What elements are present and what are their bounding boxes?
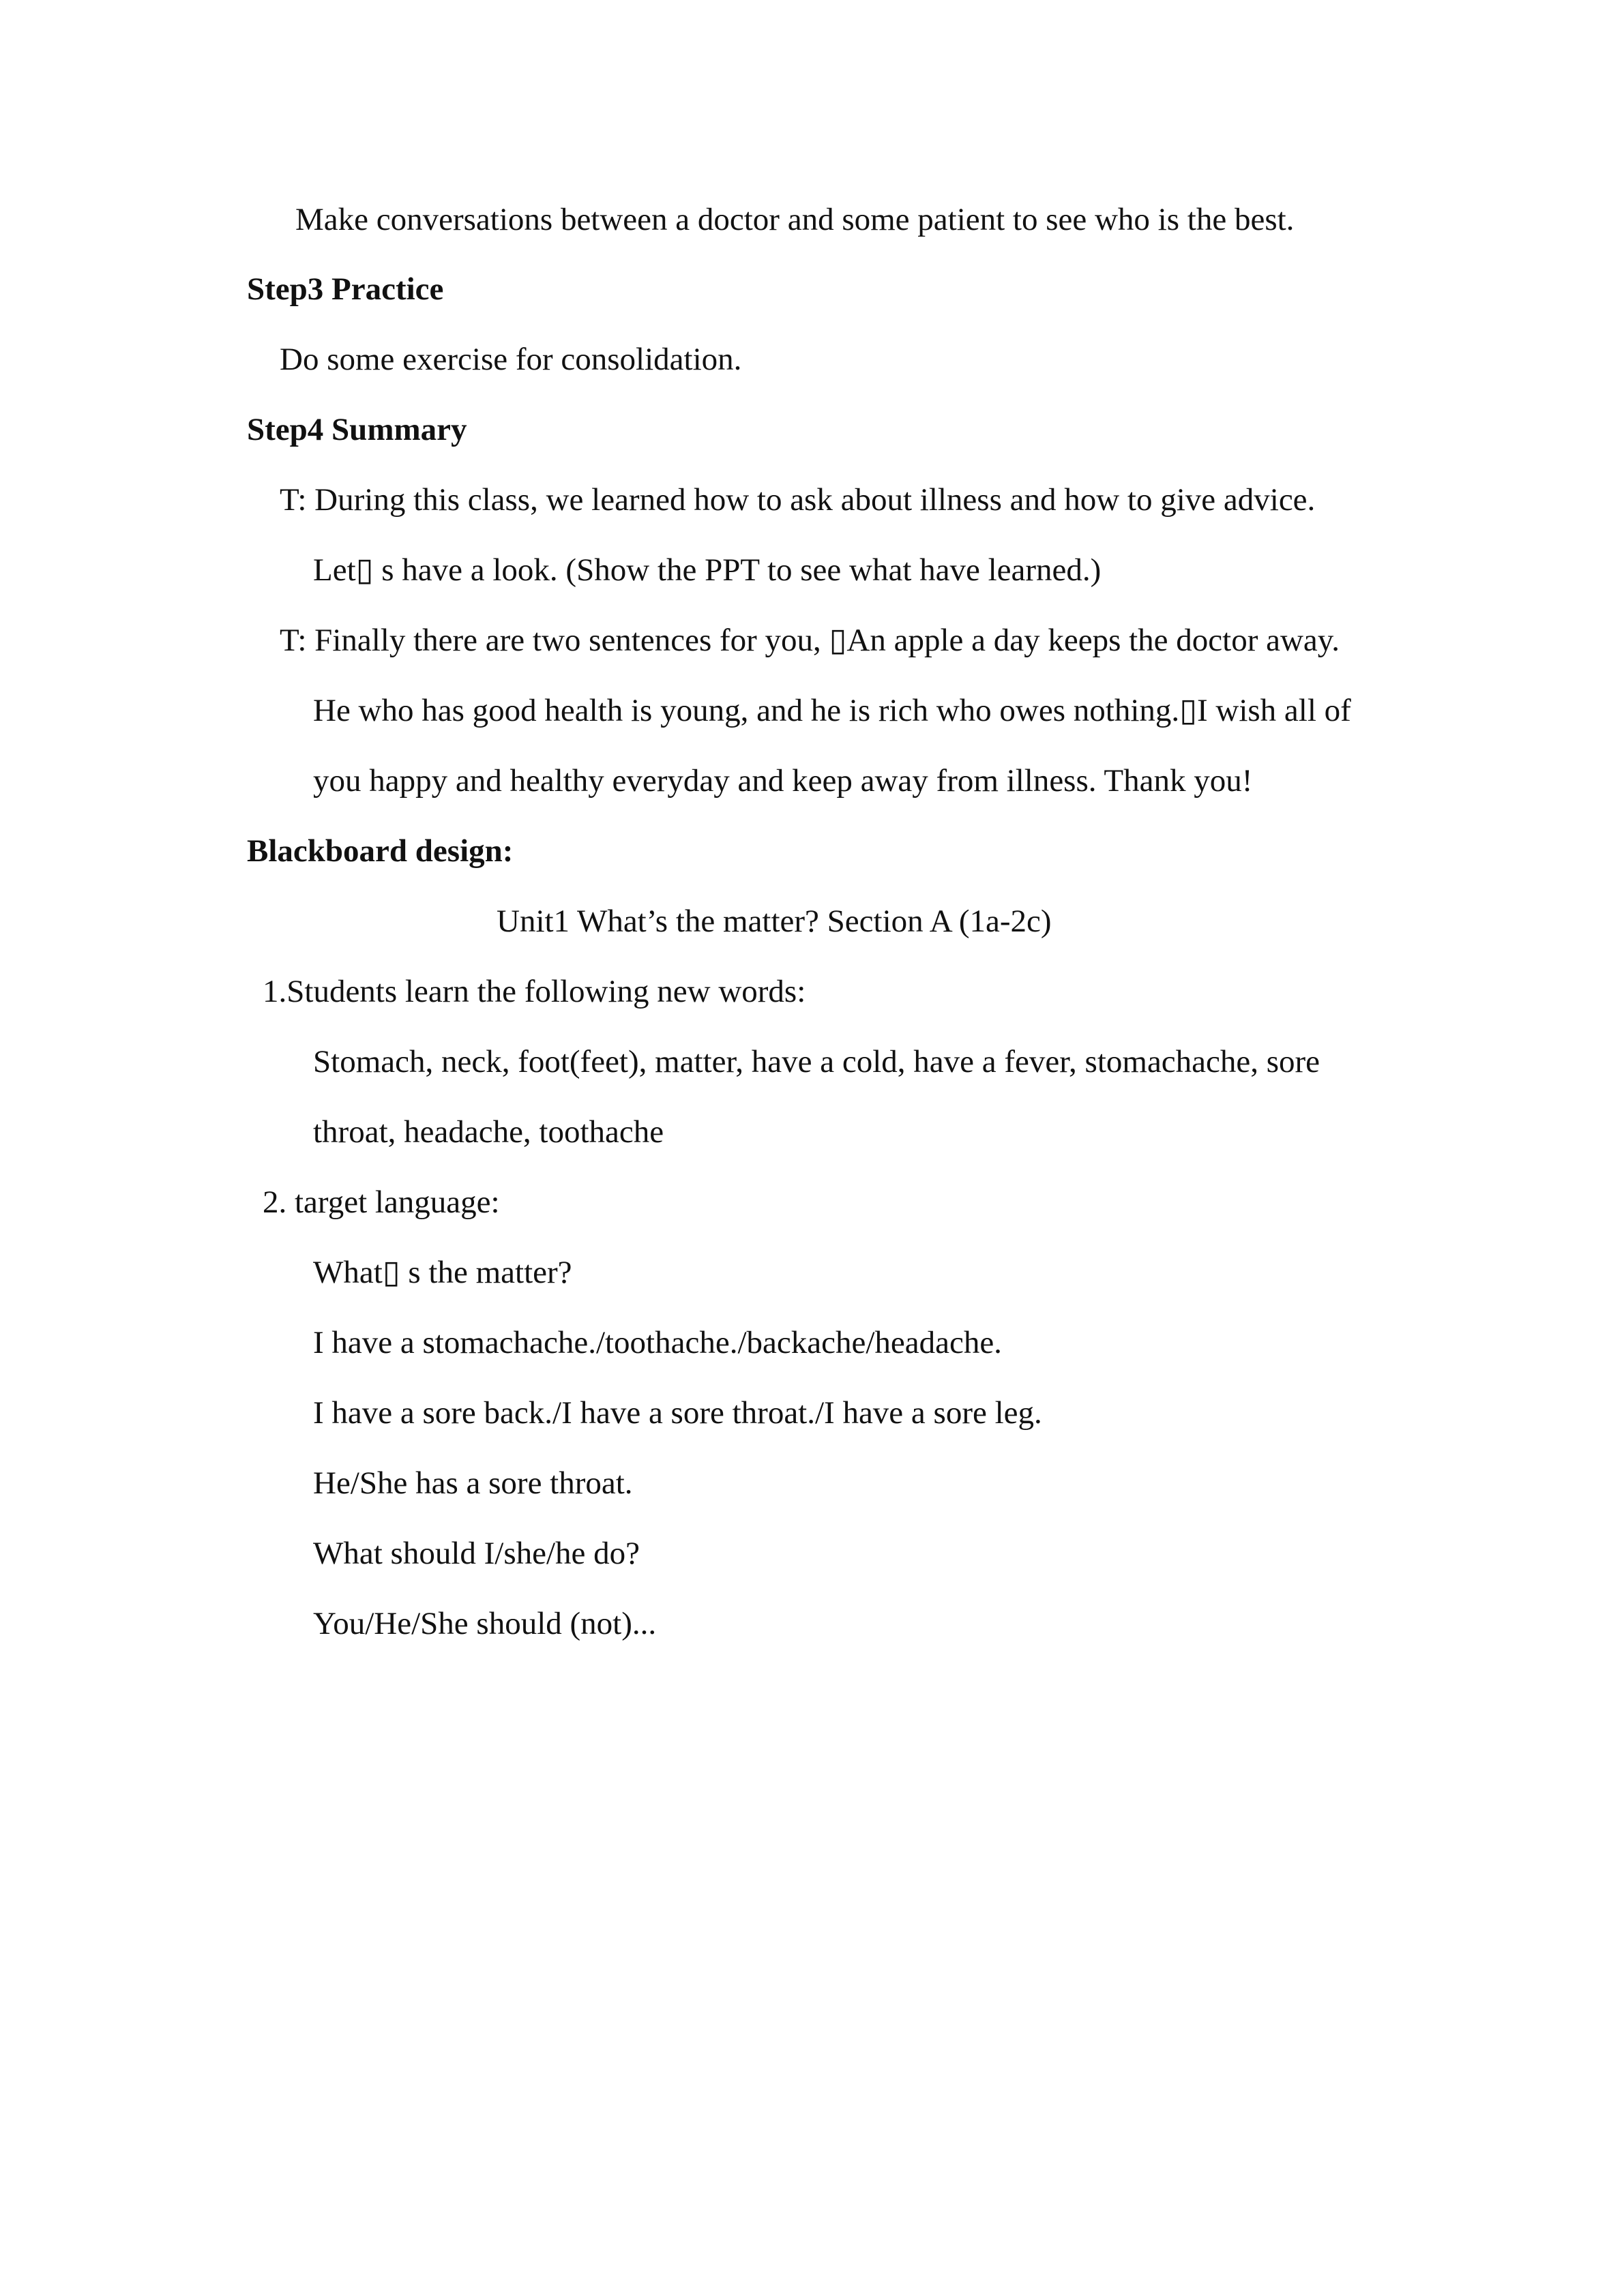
step4-line: you happy and healthy everyday and keep away from illness. Thank you! [313, 763, 1253, 799]
vocab-line: Stomach, neck, foot(feet), matter, have a cold, have a fever, stomachache, sore [313, 1044, 1320, 1079]
target-language-line: He/She has a sore throat. [313, 1465, 633, 1501]
step3-heading: Step3 Practice [247, 271, 444, 307]
vocab-line: throat, headache, toothache [313, 1114, 664, 1150]
step4-heading: Step4 Summary [247, 412, 467, 447]
target-language-line: You/He/She should (not)... [313, 1606, 657, 1641]
blackboard-item1-label: 1.Students learn the following new words: [263, 974, 806, 1009]
blackboard-title: Unit1 What’s the matter? Section A (1a-2c) [497, 904, 1052, 939]
target-language-line: I have a sore back./I have a sore throat./I have a sore leg. [313, 1395, 1042, 1431]
step4-line: T: Finally there are two sentences for you, ▯An apple a day keeps the doctor away. [280, 623, 1340, 658]
step4-line: T: During this class, we learned how to ask about illness and how to give advice. [280, 482, 1316, 518]
blackboard-heading: Blackboard design: [247, 833, 514, 869]
target-language-line: I have a stomachache./toothache./backache/headache. [313, 1325, 1002, 1360]
target-language-line: What▯ s the matter? [313, 1255, 572, 1290]
target-language-line: What should I/she/he do? [313, 1536, 640, 1571]
step4-line: Let▯ s have a look. (Show the PPT to see what have learned.) [313, 552, 1102, 588]
step4-line: He who has good health is young, and he is rich who owes nothing.▯I wish all of [313, 693, 1351, 728]
intro-text: Make conversations between a doctor and some patient to see who is the best. [295, 202, 1295, 237]
step3-text: Do some exercise for consolidation. [280, 342, 742, 377]
blackboard-item2-label: 2. target language: [263, 1184, 500, 1220]
